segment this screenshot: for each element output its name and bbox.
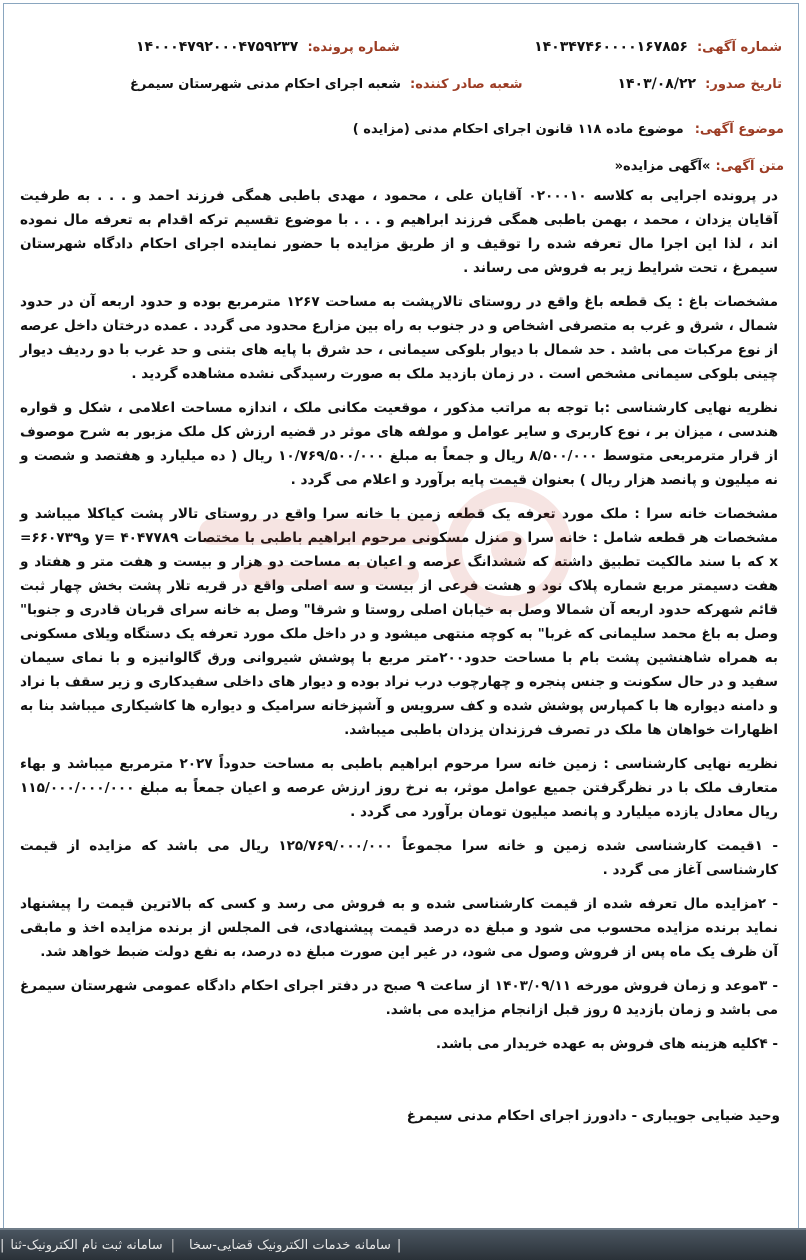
footer-separator-middle: | [170,1237,175,1253]
header-row-numbers [20,36,782,55]
footer-link-sakha[interactable]: سامانه خدمات الکترونیک قضایی-سخا [188,1237,391,1253]
condition-3: - ۳موعد و زمان فروش مورخه ۱۴۰۳/۰۹/۱۱ از ساعت ۹ صبح در دفتر اجرای احکام دادگاه عمومی شهرستان سیمرغ می باشد و زمان بازدید ۵ روز قبل ازانجام مزایده می باشد. [20,978,779,1018]
header-row-date [20,73,782,92]
case-number-label: شماره پرونده: [307,40,400,55]
paragraph-intro: در پرونده اجرایی به کلاسه ۰۲۰۰۰۱۰ آقایان علی ، محمود ، مهدی باطبی همگی فرزند احمد و . . . به طرفیت آقایان یزدان ، محمد ، بهمن باطبی همگی فرزند ابراهیم و . . . با موضوع تقسیم ترکه اقدام به تعرفه مال نموده اند ، لذا این اجرا مال تعرفه شده را توقیف و از طریق مزایده با حضور نماینده اجرای احکام دادگاه شهرستان سیمرغ ، تحت شرایط زیر به فروش می رساند . [20,188,778,276]
condition-2: - ۲مزایده مال تعرفه شده از قیمت کارشناسی شده و به فروش می رسد و کسی که بالاترین قیمت را پیشنهاد نماید برنده مزایده محسوب می شود و مبلغ ده درصد قیمت پیشنهادی، فی المجلس از برنده مزایده اخذ و مابقی آن ظرف یک ماه پس از فروش وصول می شود، در غیر این صورت مبلغ ده درصد، به نفع دولت ضبط خواهد شد. [20,896,778,960]
subject-text: موضوع ماده ۱۱۸ قانون اجرای احکام مدنی (مزایده ) [352,122,684,137]
issue-date: ۱۴۰۳/۰۸/۲۲ [617,76,697,92]
body-title-label: متن آگهی: [715,159,784,174]
signature: وحید ضیایی جویباری - دادورز اجرای احکام مدنی سیمرغ [406,1108,780,1124]
body-title-text: »آگهی مزایده« [614,159,711,174]
notice-body [20,184,778,1056]
paragraph-house-appraisal: نظریه نهایی کارشناسی : زمین خانه سرا مرحوم ابراهیم باطبی به مساحت حدوداً ۲۰۲۷ مترمربع میباشد و بهاء متعارف ملک با در نظرگرفتن جمیع عوامل موثر، به نرخ روز ارزش عرصه و اعیان جمعاً به مبلغ ۱۱۵/۰۰۰/۰۰۰/۰۰۰ ریال معادل یازده میلیارد و پانصد میلیون تومان برآورد می گردد . [20,756,778,820]
paragraph-garden-appraisal: نظریه نهایی کارشناسی :با توجه به مراتب مذکور ، موقعیت مکانی ملک ، اندازه مساحت اعلامی ، شکل و قواره هندسی ، میزان بر ، نوع کاربری و سایر عوامل و مولفه های موثر در قضیه ارزش کل ملک مزبور به شرح موصوف از قرار مترمربعی متوسط ۸/۵۰۰/۰۰۰ ریال و جمعاً به مبلغ ۱۰/۷۶۹/۵۰۰/۰۰۰ ریال ( ده میلیارد و هفتصد و شصت و نه میلیون و پانصد هزار ریال ) بعنوان قیمت پایه برآورد و اعلام می گردد . [20,400,779,488]
issuer: شعبه اجرای احکام مدنی شهرستان سیمرغ [130,77,401,92]
condition-1: - ۱قیمت کارشناسی شده زمین و خانه سرا مجموعاً ۱۲۵/۷۶۹/۰۰۰/۰۰۰ ریال می باشد که مزایده از قیمت کارشناسی آغاز می گردد . [20,838,778,878]
document-frame [3,3,799,1231]
condition-4: - ۴کلیه هزینه های فروش به عهده خریدار می باشد. [435,1036,778,1052]
issuer-label: شعبه صادر کننده: [410,77,523,92]
footer-link-sana[interactable]: سامانه ثبت نام الکترونیک-ثنا [10,1237,163,1253]
footer-separator-right: | [396,1237,402,1253]
paragraph-garden-specs: مشخصات باغ : یک قطعه باغ واقع در روستای تالارپشت به مساحت ۱۲۶۷ مترمربع بوده و حدود اربعه آن در حدود شمال ، شرق و غرب به متصرفی اشخاص و در جنوب به راه بین مزارع محدود می گردد . عمده درختان داخل عرصه از نوع مرکبات می باشد . حد شمال با دیوار بلوکی سیمانی ، حد شرق با پایه های بتنی و حد غرب با دو ردیف دیوار چینی بلوکی سیمانی مشخص است . در زمان بازدید ملک به صورت رسیدگی نشده مشاهده گردید . [20,294,779,382]
issue-date-label: تاریخ صدور: [705,77,782,92]
issuer-group [130,73,523,92]
case-number-group [136,36,400,55]
body-title-line [20,155,784,174]
notice-page [4,36,798,1128]
issue-date-group [617,73,782,92]
ad-number-group [534,36,782,55]
subject-label: موضوع آگهی: [694,122,784,137]
subject-line [20,118,784,137]
case-number: ۱۴۰۰۰۴۷۹۲۰۰۰۴۷۵۹۲۳۷ [136,39,299,55]
footer-separator-left: | [0,1237,5,1253]
footer-bar [0,1228,806,1260]
paragraph-house-specs: مشخصات خانه سرا : ملک مورد تعرفه یک قطعه زمین با خانه سرا واقع در روستای تالار پشت کیاکلا میباشد و مشخصات هر قطعه شامل : خانه سرا و منزل مسکونی مرحوم ابراهیم باطبی با مختصات ۴۰۴۷۷۸۹ =y و۶۶۰۷۳۹= x که با سند مالکیت تطبیق داشته که ششدانگ عرصه و اعیان به مساحت دو هزار و بیست و هفت متر و هفتاد و هفت دسیمتر مربع شماره پلاک نود و هشت فرعی از بیست و سه اصلی واقع در قریه تلار پشت بخش چهار ثبت قائم شهرکه حدود اربعه آن شمالا وصل به خیابان اصلی روستا و شرقا" وصل به خانه سرای قربان قادری و جنوبا" وصل به باغ محمد سلیمانی که غربا" به کوچه منتهی میشود و در داخل ملک مورد تعرفه یک دستگاه ویلای مسکونی به همراه شاهنشین پشت بام با مساحت حدود۲۰۰متر مربع با پوشش شیروانی ورق گالوانیزه و با نمای سیمان سفید و در حال سکونت و جنس پنجره و چهارچوب درب نراد بوده و دیوار های داخلی سفیدکاری و زیر سقف با نراد و دامنه دیواره ها با کمپارس پوشش شده و کف سرویس و آشپزخانه سرامیک و دیواره ها کاشیکاری میباشد بنا به اظهارات خواهان ها ملک در تصرف فرزندان یزدان باطبی میباشد. [20,506,778,738]
ad-number: ۱۴۰۳۴۷۴۶۰۰۰۰۱۶۷۸۵۶ [534,39,688,55]
ad-number-label: شماره آگهی: [696,40,782,55]
